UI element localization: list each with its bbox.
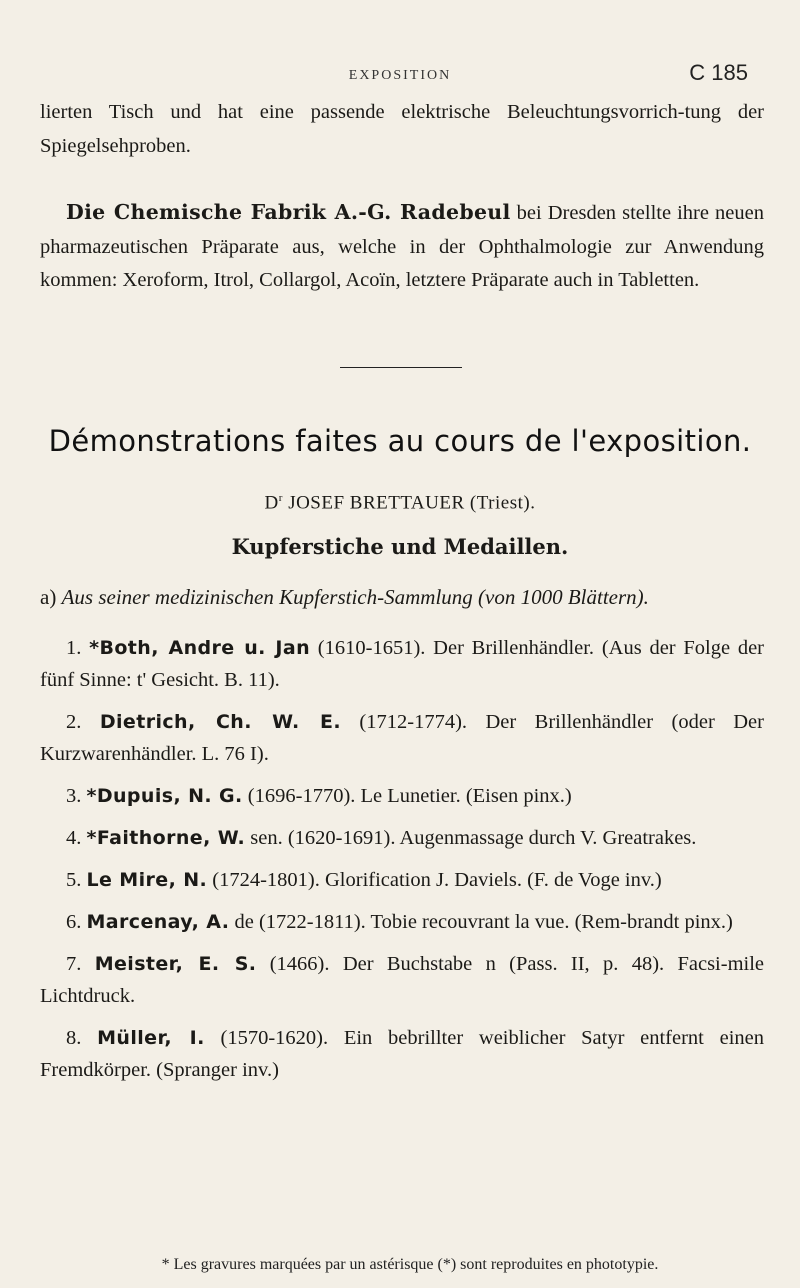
entry-artist: Le Mire, N. <box>86 869 208 891</box>
entry-artist: Marcenay, A. <box>86 911 230 933</box>
entry-text: (1724-1801). Glorification J. Daviels. (F. de Voge inv.) <box>207 869 662 891</box>
entry-text: (1466). Der Buchstabe n (Pass. II, p. 48). Facsi-mile Lichtdruck. <box>40 953 764 1007</box>
lecturer-name: JOSEF BRETTAUER (Triest). <box>288 492 536 514</box>
lecturer-line <box>0 492 800 514</box>
entry-text: (1610-1651). Der Brillenhändler. (Aus der Folge der fünf Sinne: t' Gesicht. B. 11). <box>40 637 765 691</box>
entry-artist: *Both, Andre u. Jan <box>89 637 311 659</box>
entry-text: (1570-1620). Ein bebrillter weiblicher Satyr entfernt einen Fremdkörper. (Spranger inv.) <box>40 1027 764 1081</box>
list-item <box>40 706 764 770</box>
section-divider <box>340 367 462 368</box>
list-item <box>40 780 764 812</box>
intro-paragraph-2 <box>40 196 764 298</box>
entry-number: 7. <box>66 953 95 975</box>
entry-number: 1. <box>66 637 90 659</box>
entry-artist: Müller, I. <box>97 1027 205 1049</box>
lecturer-title: D <box>264 492 279 514</box>
entry-number: 3. <box>66 785 87 807</box>
list-item <box>40 632 764 696</box>
subject-heading: Kupferstiche und Medaillen. <box>231 534 569 559</box>
entry-text: (1696-1770). Le Lunetier. (Eisen pinx.) <box>242 785 572 807</box>
section-prefix: a) <box>40 585 62 609</box>
entry-artist: Dietrich, Ch. W. E. <box>99 711 341 733</box>
section-heading <box>40 582 780 612</box>
firm-name: Die Chemische Fabrik A.-G. Radebeul <box>66 200 511 224</box>
page-number: C 185 <box>689 60 748 85</box>
entry-text: de (1722-1811). Tobie recouvrant la vue. (Rem-brandt pinx.) <box>229 911 733 933</box>
intro-text-1: lierten Tisch und hat eine passende elektrische Beleuchtungsvorrich-tung der Spiegelsehproben. <box>40 101 764 157</box>
list-item <box>40 864 764 896</box>
entry-number: 2. <box>66 711 100 733</box>
section-title: Aus seiner medizinischen Kupferstich-Sammlung (von 1000 Blättern). <box>61 585 649 609</box>
entry-artist: Meister, E. S. <box>94 953 257 975</box>
footnote: * Les gravures marquées par un astérisque (*) sont reproduites en phototypie. <box>161 1256 659 1273</box>
entry-text: sen. (1620-1691). Augenmassage durch V. Greatrakes. <box>245 827 697 849</box>
page-heading: Démonstrations faites au cours de l'exposition. <box>48 424 752 458</box>
list-item <box>40 822 764 854</box>
intro-text-2-rest: bei Dresden stellte ihre neuen pharmazeutischen Präparate aus, welche in der Ophthalmologie zur Anwendung kommen: Xeroform, Itrol, Collargol, Acoïn, letztere Präparate auch in Tabletten. <box>40 202 764 291</box>
entry-number: 8. <box>66 1027 98 1049</box>
catalogue-list <box>40 632 764 1096</box>
entry-artist: *Dupuis, N. G. <box>86 785 243 807</box>
entry-number: 4. <box>66 827 87 849</box>
list-item <box>40 906 764 938</box>
entry-number: 6. <box>66 911 87 933</box>
list-item <box>40 948 764 1012</box>
running-head-title: EXPOSITION <box>348 68 452 83</box>
entry-artist: *Faithorne, W. <box>86 827 246 849</box>
entry-text: (1712-1774). Der Brillenhändler (oder Der Kurzwarenhändler. L. 76 I). <box>40 711 764 765</box>
entry-number: 5. <box>66 869 87 891</box>
running-head <box>0 60 800 90</box>
lecturer-title-sup: r <box>278 492 283 504</box>
intro-paragraph-1 <box>40 96 764 163</box>
intro-text-2 <box>40 196 764 298</box>
list-item <box>40 1022 764 1086</box>
